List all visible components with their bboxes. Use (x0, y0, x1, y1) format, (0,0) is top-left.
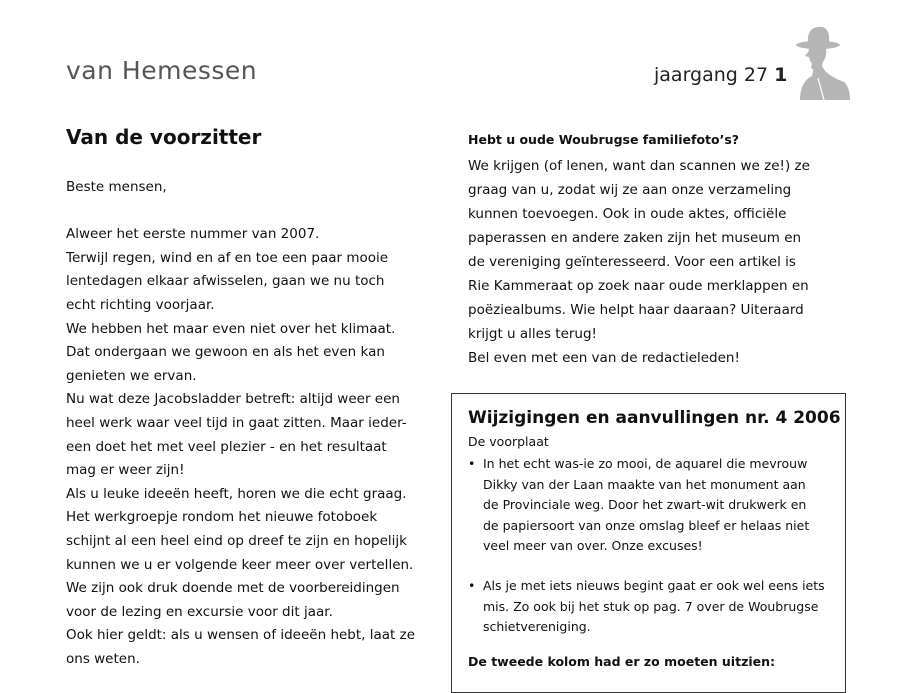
right-line: graag van u, zodat wij ze aan onze verzameling (468, 182, 792, 198)
bullet-item (468, 454, 833, 557)
salutation: Beste mensen, (66, 179, 167, 195)
bullet-text (483, 454, 833, 557)
body-line: Ook hier geldt: als u wensen of ideeën hebt, laat ze (66, 627, 416, 644)
right-line: kunnen toevoegen. Ook in oude aktes, officiële (468, 206, 787, 222)
body-line: Alweer het eerste nummer van 2007. (66, 226, 320, 243)
issue-info (654, 64, 787, 86)
body-line: Dat ondergaan we gewoon en als het even kan (66, 344, 385, 361)
corrections-box (451, 393, 846, 693)
bullet-line: veel meer van over. Onze excuses! (483, 538, 703, 554)
box-title: Wijzigingen en aanvullingen nr. 4 2006 (468, 408, 841, 428)
right-line: Bel even met een van de redactieleden! (468, 350, 740, 366)
body-line: heel werk waar veel tijd in gaat zitten. Maar ieder- (66, 414, 407, 431)
bullet-line: schietvereniging. (483, 619, 591, 635)
left-column (66, 124, 426, 671)
bullet-line: de papiersoort van onze omslag bleef er helaas niet (483, 517, 810, 533)
page-number: 1 (774, 64, 788, 86)
body-line: Nu wat deze Jacobsladder betreft: altijd weer een (66, 391, 400, 408)
body-line: voor de lezing en excursie voor dit jaar. (66, 603, 333, 620)
right-line: krijgt u alles terug! (468, 326, 597, 342)
body-line: We hebben het maar even niet over het klimaat. (66, 320, 396, 337)
box-cut-line: De tweede kolom had er zo moeten uitzien: (468, 654, 776, 669)
bullet-icon: • (468, 456, 476, 471)
body-line: een doet het met veel plezier - en het resultaat (66, 438, 387, 455)
bullet-line: mis. Zo ook bij het stuk op pag. 7 over de Woubrugse (483, 598, 819, 614)
body-line: Als u leuke ideeën heeft, horen we die echt graag. (66, 485, 407, 502)
bullet-text (483, 576, 833, 638)
silhouette-logo-icon (794, 22, 850, 100)
right-line: poëziealbums. Wie helpt haar daaraan? Uiteraard (468, 302, 804, 318)
body-line: schijnt al een heel eind op dreef te zijn en hopelijk (66, 532, 407, 549)
body-line: mag er weer zijn! (66, 462, 185, 479)
body-line: kunnen we u er volgende keer meer over vertellen. (66, 556, 414, 573)
right-line: paperassen en andere zaken zijn het museum en (468, 230, 802, 246)
body-line: genieten we ervan. (66, 367, 197, 384)
body-line: We zijn ook druk doende met de voorbereidingen (66, 580, 400, 597)
right-line: We krijgen (of lenen, want dan scannen we ze!) ze (468, 158, 810, 174)
right-line: Rie Kammeraat op zoek naar oude merklappen en (468, 278, 809, 294)
bullet-line: In het echt was-ie zo mooi, de aquarel die mevrouw (483, 456, 808, 471)
bullet-line: Dikky van der Laan maakte van het monument aan (483, 476, 806, 492)
bullet-icon: • (468, 578, 476, 593)
masthead-title: van Hemessen (66, 56, 258, 85)
right-line: de vereniging geïnteresseerd. Voor een artikel is (468, 254, 796, 270)
right-column (468, 130, 848, 370)
issue-label: jaargang 27 (654, 64, 769, 86)
article-heading: Van de voorzitter (66, 125, 262, 149)
box-subtitle: De voorplaat (468, 434, 549, 449)
body-line: echt richting voorjaar. (66, 296, 215, 313)
bullet-line: de Provinciale weg. Door het zwart-wit drukwerk en (483, 497, 807, 513)
body-line: Terwijl regen, wind en af en toe een paar mooie (66, 249, 389, 266)
paragraph-gap (66, 200, 426, 224)
body-line: lentedagen elkaar afwisselen, gaan we nu toch (66, 273, 385, 290)
bullet-item (468, 576, 833, 638)
body-line: ons weten. (66, 650, 140, 667)
body-line: Het werkgroepje rondom het nieuwe fotoboek (66, 509, 378, 526)
bullet-line: Als je met iets nieuws begint gaat er ook wel eens iets (483, 578, 825, 593)
photos-heading: Hebt u oude Woubrugse familiefoto’s? (468, 132, 740, 147)
